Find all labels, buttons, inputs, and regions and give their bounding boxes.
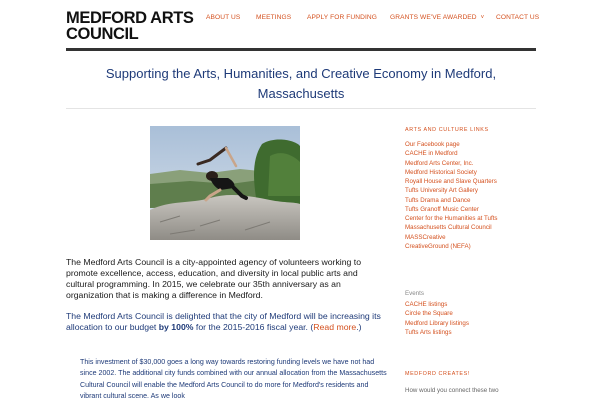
header-divider	[66, 48, 536, 51]
nav-grants-awarded[interactable]	[390, 14, 484, 21]
link-tufts-drama[interactable]: Tufts Drama and Dance	[405, 196, 471, 204]
link-cache[interactable]: CACHE in Medford	[405, 150, 458, 158]
link-historical-society[interactable]: Medford Historical Society	[405, 168, 477, 176]
intro-paragraph: The Medford Arts Council is a city-appointed agency of volunteers working to promote excellence, access, education, and diversity in local public arts and cultural programming. In 2015, we celebrate our 35th anniversary as an organization that is making a difference in Medford.	[66, 257, 362, 300]
dancer-photo	[150, 126, 300, 240]
funding-quote: This investment of $30,000 goes a long way towards restoring funding levels we have not had since 2002. The additional city funds combined with our annual allocation from the Massachusetts Cultural Council will enable the Medford Arts Council to do more for Medford's residents and vibrant cultural scene. As we look	[80, 358, 387, 401]
funding-announcement	[66, 311, 388, 333]
funding-text-close: .)	[356, 322, 362, 332]
event-cache-listings[interactable]: CACHE listings	[405, 301, 448, 308]
link-masscreative[interactable]: MASSCreative	[405, 233, 446, 241]
nav-apply-for-funding[interactable]: APPLY FOR FUNDING	[307, 14, 377, 21]
link-facebook[interactable]: Our Facebook page	[405, 141, 460, 148]
links-heading: ARTS AND CULTURE LINKS	[405, 127, 489, 133]
link-granoff[interactable]: Tufts Granoff Music Center	[405, 205, 479, 213]
site-title-line-2[interactable]: COUNCIL	[66, 25, 139, 43]
funding-text-end: for the 2015-2016 fiscal year. (	[193, 322, 314, 332]
link-mass-cultural-council[interactable]: Massachusetts Cultural Council	[405, 224, 492, 232]
funding-percent: by 100%	[158, 322, 194, 332]
link-tufts-gallery[interactable]: Tufts University Art Gallery	[405, 187, 479, 195]
medford-creates-text: How would you connect these two	[405, 387, 499, 394]
link-royall-house[interactable]: Royall House and Slave Quarters	[405, 178, 497, 185]
nav-grants-awarded-label[interactable]: GRANTS WE'VE AWARDED	[390, 14, 477, 21]
main-navigation	[0, 14, 600, 26]
site-title-line-1[interactable]: MEDFORD ARTS	[66, 9, 194, 27]
links-list	[405, 140, 498, 251]
chevron-down-icon[interactable]: ˅	[480, 15, 485, 21]
event-circle-square[interactable]: Circle the Square	[405, 310, 453, 318]
events-list	[405, 300, 469, 337]
link-creativeground[interactable]: CreativeGround (NEFA)	[405, 242, 471, 250]
nav-meetings[interactable]: MEETINGS	[256, 14, 292, 21]
event-tufts-listings[interactable]: Tufts Arts listings	[405, 328, 452, 336]
events-heading: Events	[405, 290, 424, 297]
nav-about-us[interactable]: ABOUT US	[206, 14, 241, 21]
medford-creates-heading: MEDFORD CREATES!	[405, 371, 470, 377]
link-humanities-center[interactable]: Center for the Humanities at Tufts	[405, 215, 498, 222]
funding-text-start: The Medford Arts Council is delighted that the city of Medford will be increasing its allocation to our budget	[66, 311, 381, 332]
tagline-divider	[66, 108, 536, 109]
nav-contact-us[interactable]: CONTACT US	[496, 14, 540, 21]
link-medford-arts-center[interactable]: Medford Arts Center, Inc.	[405, 159, 474, 167]
event-library-listings[interactable]: Medford Library listings	[405, 319, 469, 327]
read-more-link[interactable]: Read more	[313, 322, 357, 332]
site-tagline: Supporting the Arts, Humanities, and Creative Economy in Medford, Massachusetts	[105, 66, 497, 101]
